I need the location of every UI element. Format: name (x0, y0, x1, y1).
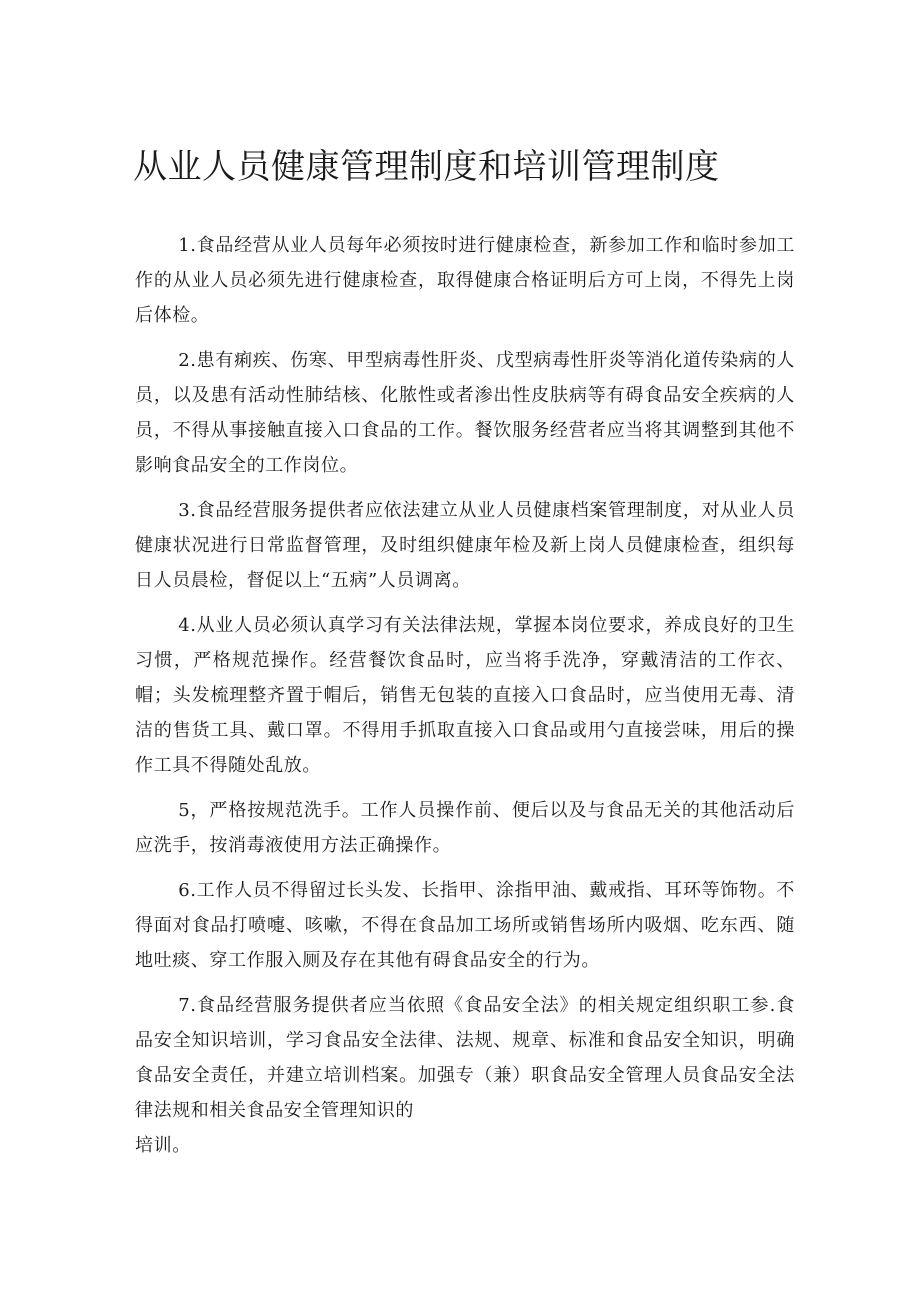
document-title: 从业人员健康管理制度和培训管理制度 (133, 147, 720, 187)
paragraph-5: 5，严格按规范洗手。工作人员操作前、便后以及与食品无关的其他活动后应洗手，按消毒液使用方法正确操作。 (135, 800, 795, 856)
paragraph-4: 4.从业人员必须认真学习有关法律法规，掌握本岗位要求，养成良好的卫生习惯，严格规范操作。经营餐饮食品时，应当将手洗净，穿戴清洁的工作衣、帽；头发梳理整齐置于帽后，销售无包装的直接入口食品时，应当使用无毒、清洁的售货工具、戴口罩。不得用手抓取直接入口食品或用勺直接尝味，用后的操作工具不得随处乱放。 (135, 615, 795, 776)
paragraph-6: 6.工作人员不得留过长头发、长指甲、涂指甲油、戴戒指、耳环等饰物。不得面对食品打喷嚏、咳嗽，不得在食品加工场所或销售场所内吸烟、吃东西、随地吐痰、穿工作服入厕及存在其他有碍食品安全的行为。 (135, 880, 795, 971)
paragraph-1: 1.食品经营从业人员每年必须按时进行健康检查，新参加工作和临时参加工作的从业人员必须先进行健康检查，取得健康合格证明后方可上岗，不得先上岗后体检。 (135, 235, 795, 326)
paragraph-3: 3.食品经营服务提供者应依法建立从业人员健康档案管理制度，对从业人员健康状况进行日常监督管理，及时组织健康年检及新上岗人员健康检查，组织每日人员晨检，督促以上“五病”人员调离。 (135, 500, 795, 591)
paragraph-7: 7.食品经营服务提供者应当依照《食品安全法》的相关规定组织职工参.食品安全知识培训，学习食品安全法律、法规、规章、标准和食品安全知识，明确食品安全责任，并建立培训档案。加强专（兼）职食品安全管理人员食品安全法律法规和相关食品安全管理知识的 (135, 995, 795, 1121)
paragraph-7-tail: 培训。 (135, 1135, 191, 1156)
paragraph-2: 2.患有痢疾、伤寒、甲型病毒性肝炎、戊型病毒性肝炎等消化道传染病的人员，以及患有活动性肺结核、化脓性或者渗出性皮肤病等有碍食品安全疾病的人员，不得从事接触直接入口食品的工作。餐饮服务经营者应当将其调整到其他不影响食品安全的工作岗位。 (135, 350, 795, 476)
document-body (135, 228, 795, 1173)
